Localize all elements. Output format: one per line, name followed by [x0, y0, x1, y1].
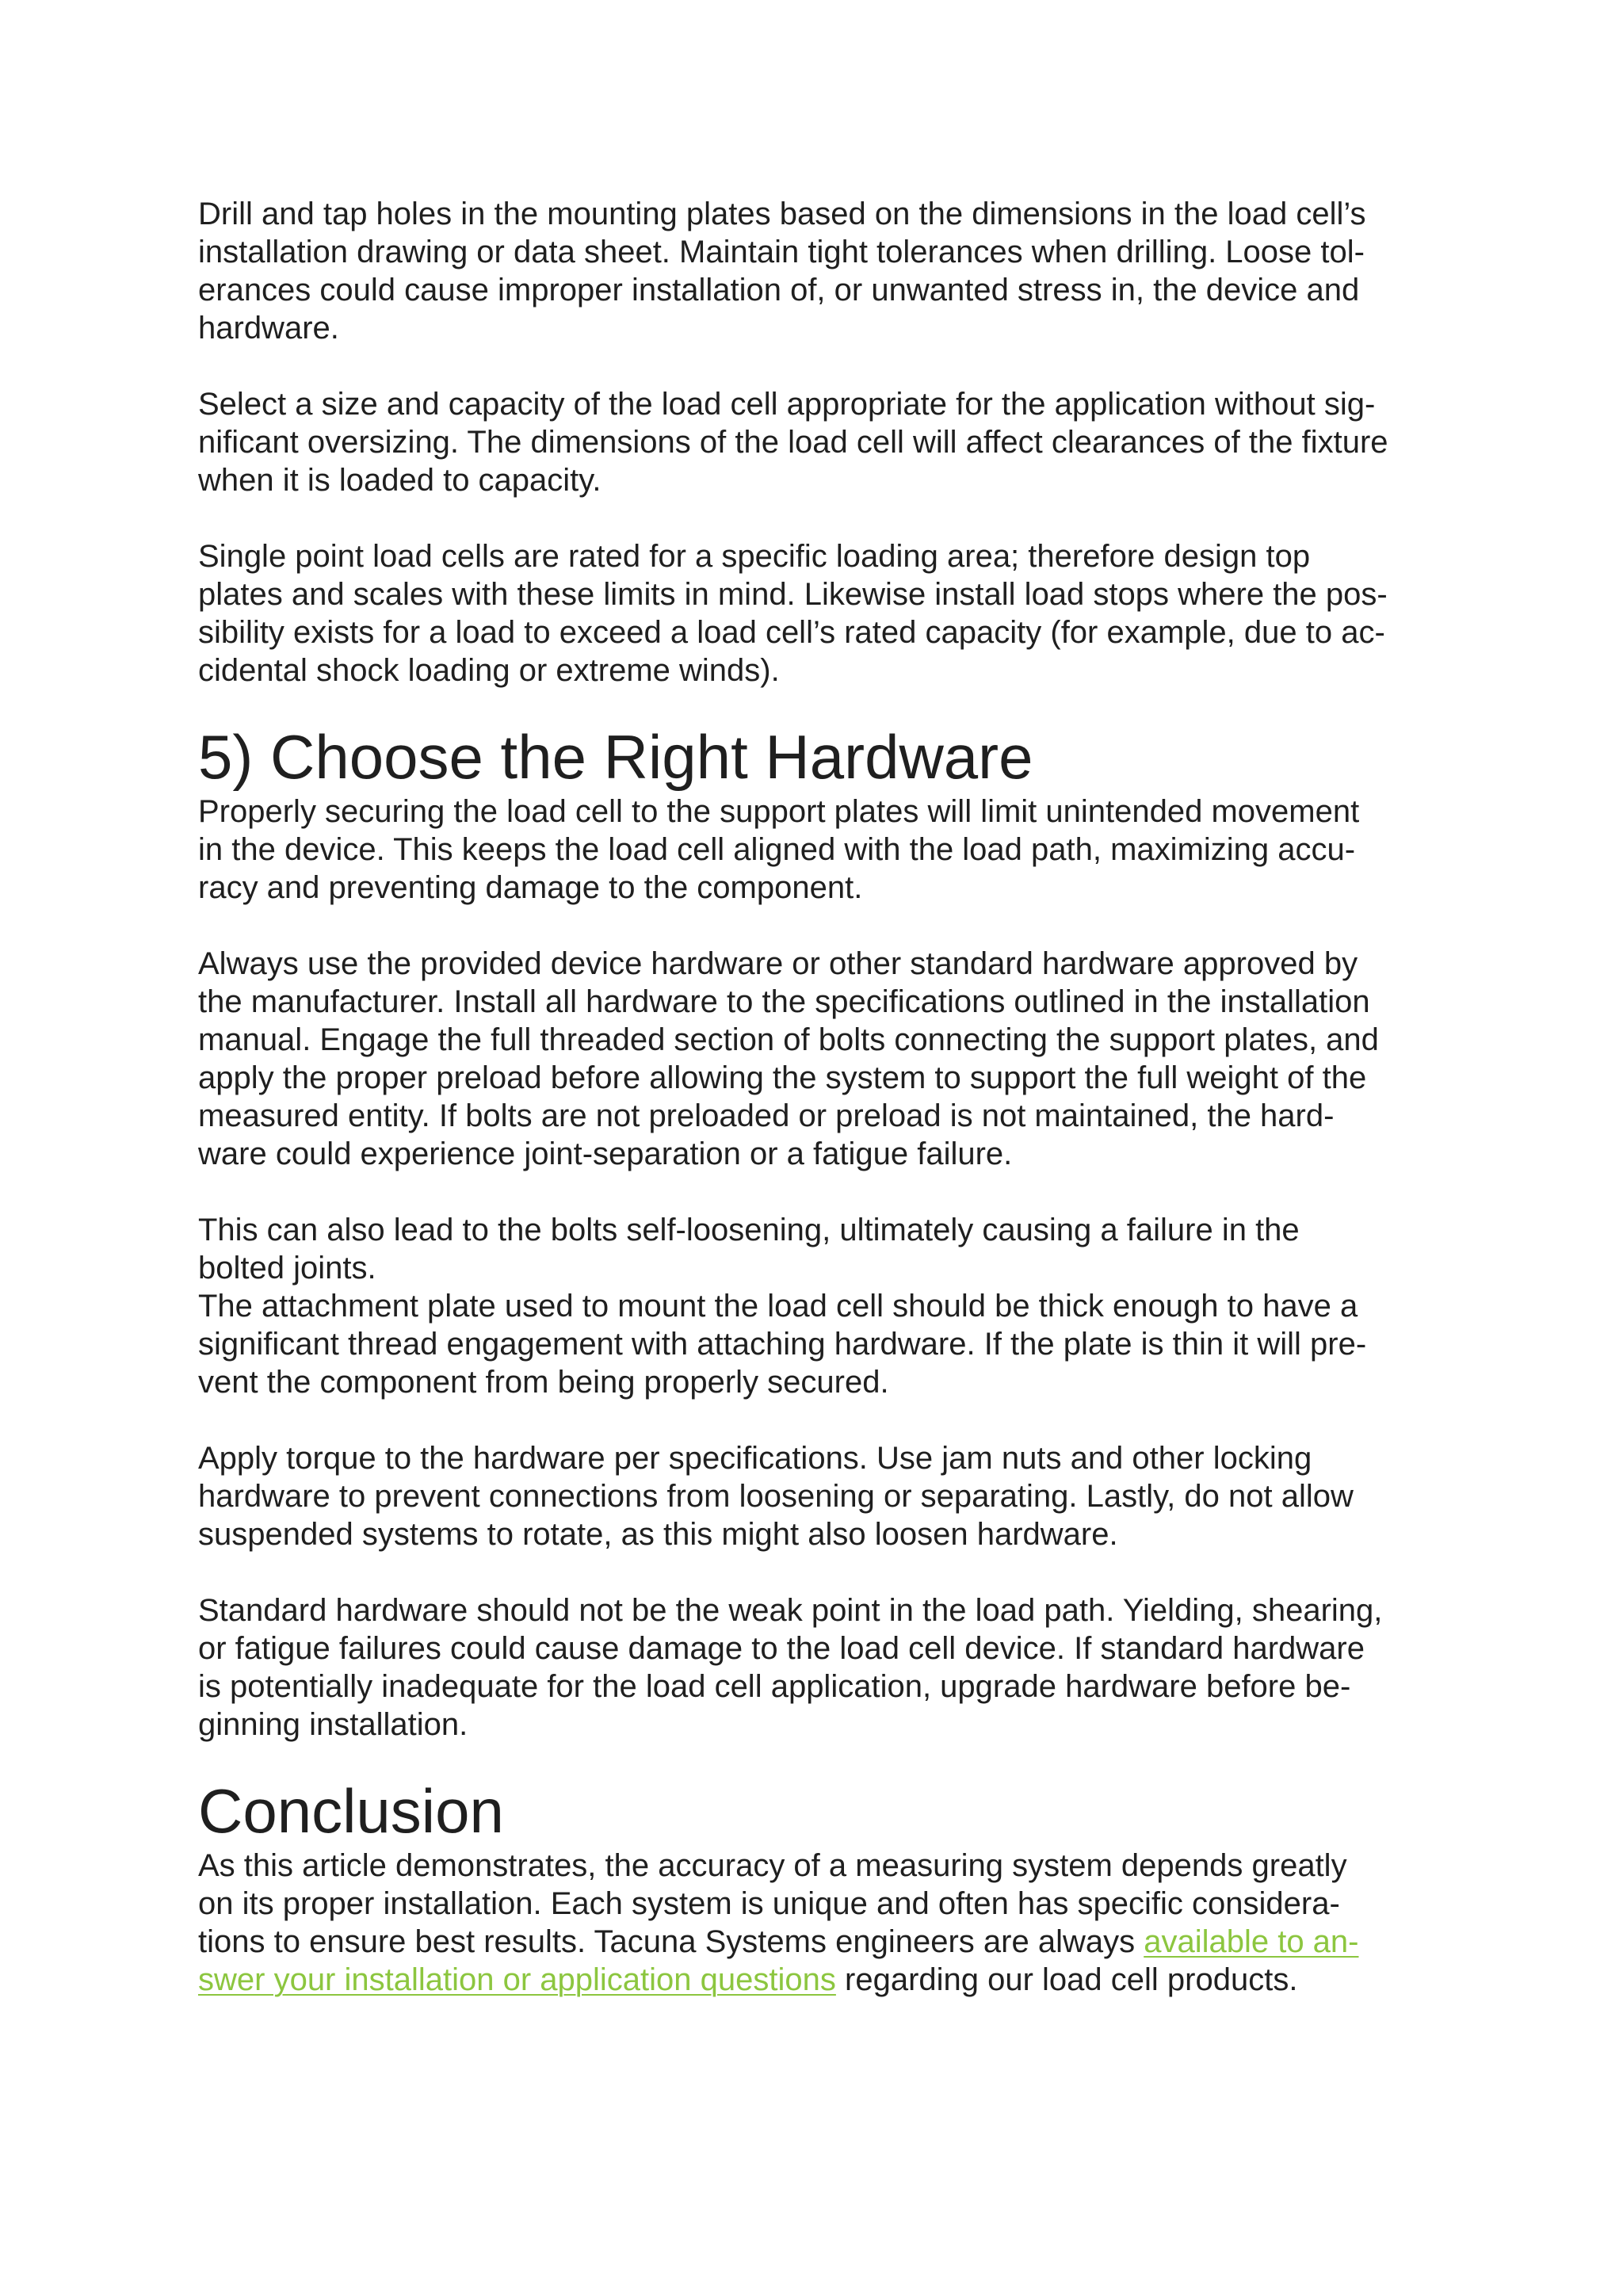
paragraph-provided-hardware [198, 945, 1442, 1173]
text-segment: tions to ensure best results. Tacuna Systems engineers are always [198, 1924, 1144, 1959]
paragraph-attachment-plate [198, 1287, 1442, 1401]
paragraph-self-loosening [198, 1211, 1442, 1287]
text-line: Single point load cells are rated for a specific loading area; therefore design top [198, 539, 1311, 574]
text-line: racy and preventing damage to the component. [198, 870, 863, 905]
paragraph-drill-holes [198, 195, 1442, 347]
text-line: ware could experience joint-separation or a fatigue failure. [198, 1137, 1013, 1171]
text-line: installation drawing or data sheet. Maintain tight tolerances when drilling. Loose tol- [198, 235, 1365, 269]
text-line: Properly securing the load cell to the support plates will limit unintended movement [198, 794, 1360, 829]
text-line: hardware. [198, 311, 339, 346]
text-line: ginning installation. [198, 1707, 468, 1742]
text-line: plates and scales with these limits in mind. Likewise install load stops where the pos- [198, 577, 1388, 612]
text-line: Select a size and capacity of the load cell appropriate for the application without sig- [198, 387, 1376, 422]
text-line: This can also lead to the bolts self-loosening, ultimately causing a failure in the [198, 1213, 1300, 1247]
text-line: bolted joints. [198, 1251, 376, 1286]
text-line: Standard hardware should not be the weak point in the load path. Yielding, shearing, [198, 1593, 1383, 1628]
text-line: Drill and tap holes in the mounting plates based on the dimensions in the load cell’s [198, 197, 1366, 231]
text-line [198, 1923, 1442, 1961]
text-line: nificant oversizing. The dimensions of the load cell will affect clearances of the fixture [198, 425, 1388, 460]
text-segment: regarding our load cell products. [835, 1962, 1298, 1997]
text-line: is potentially inadequate for the load cell application, upgrade hardware before be- [198, 1669, 1351, 1704]
paragraph-standard-hardware [198, 1591, 1442, 1744]
text-line: suspended systems to rotate, as this might also loosen hardware. [198, 1517, 1118, 1552]
installation-questions-link-part1[interactable]: available to an- [1144, 1924, 1359, 1959]
text-line: or fatigue failures could cause damage to the load cell device. If standard hardware [198, 1631, 1365, 1666]
text-line: cidental shock loading or extreme winds). [198, 653, 780, 688]
text-line: Always use the provided device hardware or other standard hardware approved by [198, 946, 1358, 981]
text-line: apply the proper preload before allowing the system to support the full weight of the [198, 1060, 1367, 1095]
document-page [198, 195, 1442, 1999]
text-line: in the device. This keeps the load cell aligned with the load path, maximizing accu- [198, 832, 1356, 867]
text-line: The attachment plate used to mount the load cell should be thick enough to have a [198, 1289, 1358, 1324]
text-line: manual. Engage the full threaded section of bolts connecting the support plates, and [198, 1022, 1379, 1057]
text-line: on its proper installation. Each system is unique and often has specific considera- [198, 1886, 1340, 1921]
text-line [198, 1961, 1442, 1999]
paragraph-select-size [198, 385, 1442, 499]
installation-questions-link-part2[interactable]: swer your installation or application questions [198, 1962, 836, 1997]
text-line: As this article demonstrates, the accuracy of a measuring system depends greatly [198, 1848, 1347, 1883]
text-line: vent the component from being properly secured. [198, 1365, 889, 1400]
paragraph-single-point [198, 537, 1442, 690]
text-line: Apply torque to the hardware per specifications. Use jam nuts and other locking [198, 1441, 1312, 1476]
text-line: measured entity. If bolts are not preloaded or preload is not maintained, the hard- [198, 1098, 1335, 1133]
section-heading-conclusion: Conclusion [198, 1776, 504, 1846]
section-heading-hardware: 5) Choose the Right Hardware [198, 722, 1033, 792]
text-line: erances could cause improper installation of, or unwanted stress in, the device and [198, 273, 1360, 308]
text-line: the manufacturer. Install all hardware to the specifications outlined in the installation [198, 984, 1370, 1019]
text-line: hardware to prevent connections from loosening or separating. Lastly, do not allow [198, 1479, 1354, 1514]
text-line: sibility exists for a load to exceed a load cell’s rated capacity (for example, due to ac- [198, 615, 1385, 650]
text-line: significant thread engagement with attaching hardware. If the plate is thin it will pre- [198, 1327, 1367, 1362]
paragraph-apply-torque [198, 1439, 1442, 1553]
paragraph-conclusion [198, 1847, 1442, 1999]
text-line: when it is loaded to capacity. [198, 463, 601, 498]
paragraph-securing [198, 793, 1442, 907]
